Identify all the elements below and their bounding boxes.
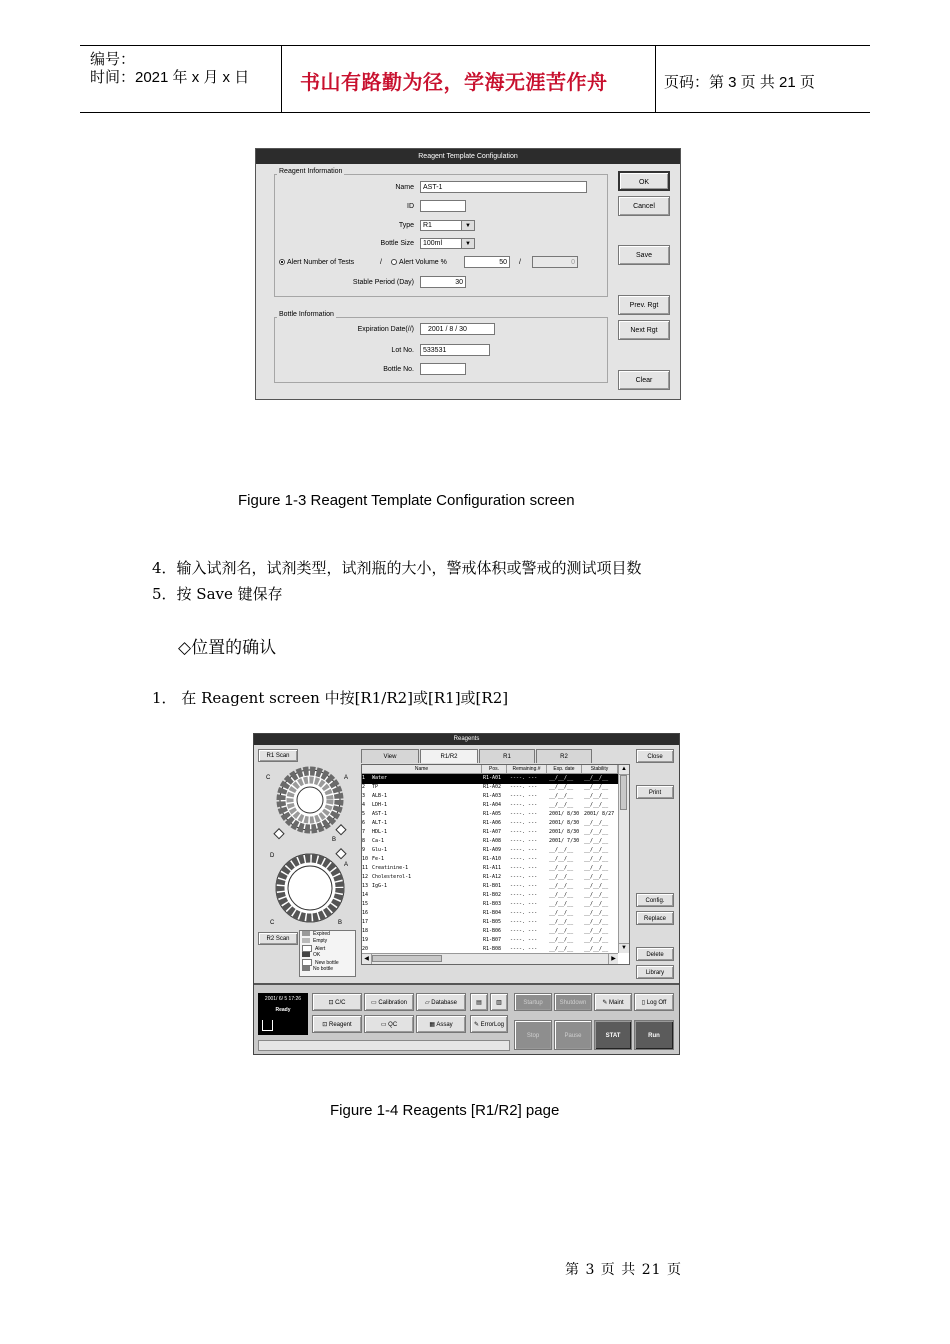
row-name: IgG-1 — [372, 883, 388, 889]
row-exp-date: __/__/__ — [549, 847, 574, 853]
tab-view[interactable]: View — [361, 749, 419, 763]
r1-scan-button[interactable]: R1 Scan — [258, 749, 298, 762]
reagent-table[interactable] — [361, 764, 630, 965]
delete-button[interactable]: Delete — [636, 947, 674, 961]
row-remaining: ----. --- — [510, 856, 538, 862]
row-stability: __/__/__ — [584, 946, 609, 952]
clear-button[interactable]: Clear — [618, 370, 670, 390]
row-stability: __/__/__ — [584, 928, 609, 934]
row-position: R1-A01 — [483, 775, 502, 781]
reagent-template-window — [255, 148, 681, 400]
id-label: ID — [407, 203, 414, 210]
window-title: Reagent Template Configulation — [256, 149, 680, 164]
row-remaining: ----. --- — [510, 883, 538, 889]
alert-tests-input[interactable]: 50 — [464, 256, 510, 268]
log-off-button[interactable]: ▯ Log Off — [634, 993, 674, 1011]
row-position: R1-B01 — [483, 883, 502, 889]
row-position: R1-A05 — [483, 811, 502, 817]
bottom-toolbar — [254, 983, 679, 1055]
row-remaining: ----. --- — [510, 865, 538, 871]
legend-empty: Empty — [302, 938, 327, 945]
header-number-label: 编号： — [90, 51, 136, 68]
calibration-button[interactable]: ▭ Calibration — [364, 993, 414, 1011]
cc-button[interactable]: ⊡ C/C — [312, 993, 362, 1011]
row-remaining: ----. --- — [510, 820, 538, 826]
disk-label-a2: A — [344, 862, 349, 868]
row-remaining: ----. --- — [510, 784, 538, 790]
row-number: 8 — [362, 838, 366, 844]
row-remaining: ----. --- — [510, 829, 538, 835]
door-icon: ▯ — [641, 1000, 647, 1006]
row-number: 15 — [362, 901, 369, 907]
row-position: R1-A10 — [483, 856, 502, 862]
radio-unselected-icon[interactable] — [391, 259, 397, 265]
row-stability: __/__/__ — [584, 838, 609, 844]
reagent-icon: ⊡ — [322, 1022, 329, 1028]
bottle-no-label: Bottle No. — [383, 366, 414, 373]
row-name: Cholesterol-1 — [372, 874, 412, 880]
wrench-icon: ✎ — [602, 1000, 610, 1006]
cc-icon: ⊡ — [328, 1000, 336, 1006]
reagents-window — [253, 733, 680, 1055]
bottle-no-input[interactable] — [420, 363, 466, 375]
row-remaining: ----. --- — [510, 928, 538, 934]
printer-button[interactable] — [470, 993, 488, 1011]
row-exp-date: __/__/__ — [549, 784, 574, 790]
next-reagent-button[interactable]: Next Rgt — [618, 320, 670, 340]
row-exp-date: __/__/__ — [549, 883, 574, 889]
row-number: 11 — [362, 865, 369, 871]
ok-button[interactable]: OK — [618, 171, 670, 191]
row-number: 10 — [362, 856, 369, 862]
row-stability: __/__/__ — [584, 829, 609, 835]
row-stability: __/__/__ — [584, 883, 609, 889]
row-position: R1-A12 — [483, 874, 502, 880]
scroll-down-icon[interactable]: ▼ — [619, 943, 629, 953]
row-exp-date: __/__/__ — [549, 775, 574, 781]
row-number: 6 — [362, 820, 366, 826]
close-button[interactable]: Close — [636, 749, 674, 763]
row-position: R1-A04 — [483, 802, 502, 808]
disk-label-a: A — [344, 775, 349, 781]
disk-label-c2: C — [270, 920, 275, 926]
alert-separator: / — [380, 259, 382, 266]
scroll-left-icon[interactable]: ◀ — [362, 954, 372, 964]
type-label: Type — [398, 222, 414, 229]
row-position: R1-A08 — [483, 838, 502, 844]
qc-button[interactable]: ▭ QC — [364, 1015, 414, 1033]
header-time-label: 时间：2021 年 x 月 x 日 — [90, 69, 250, 86]
status-date: 2001/ 6/ 5 17:26 — [264, 996, 302, 1002]
scroll-h-thumb[interactable] — [372, 955, 442, 962]
expiration-date-input[interactable]: 2001 / 8 / 30 — [420, 323, 495, 335]
row-stability: __/__/__ — [584, 775, 609, 781]
scroll-right-icon[interactable]: ▶ — [608, 954, 618, 964]
error-log-button[interactable]: ✎ ErrorLog — [470, 1015, 508, 1033]
row-remaining: ----. --- — [510, 910, 538, 916]
row-number: 1 — [362, 775, 366, 781]
alert-volume-input[interactable]: 0 — [532, 256, 578, 268]
tab-r1[interactable]: R1 — [479, 749, 535, 763]
alert-volume-radio-row[interactable] — [391, 259, 447, 266]
lot-no-label: Lot No. — [391, 347, 414, 354]
bottle-size-value: 100ml — [423, 240, 443, 247]
bottle-size-label: Bottle Size — [380, 240, 414, 247]
legend-alert: Alert — [302, 945, 325, 952]
row-number: 16 — [362, 910, 369, 916]
stat-button[interactable]: STAT — [594, 1020, 632, 1050]
row-exp-date: __/__/__ — [549, 892, 574, 898]
row-exp-date: __/__/__ — [549, 802, 574, 808]
legend-no-bottle: No bottle — [302, 966, 333, 973]
cancel-button[interactable]: Cancel — [618, 196, 670, 216]
legend-ok: OK — [302, 952, 320, 959]
disk-label-c: C — [266, 775, 271, 781]
row-name: ALT-1 — [372, 820, 388, 826]
shutdown-button[interactable]: Shutdown — [554, 993, 592, 1011]
disk-label-b: B — [332, 837, 337, 843]
row-name: AST-1 — [372, 811, 388, 817]
stop-button[interactable]: Stop — [514, 1020, 552, 1050]
row-remaining: ----. --- — [510, 811, 538, 817]
row-number: 19 — [362, 937, 369, 943]
type-select-value: R1 — [423, 222, 432, 229]
row-exp-date: __/__/__ — [549, 946, 574, 952]
row-exp-date: 2001/ 7/30 — [549, 838, 580, 844]
row-number: 14 — [362, 892, 369, 898]
row-exp-date: __/__/__ — [549, 856, 574, 862]
figure-1-3-caption: Figure 1-3 Reagent Template Configuration screen — [238, 492, 575, 509]
alert-volume-label: Alert Volume % — [399, 259, 447, 266]
row-position: R1-A02 — [483, 784, 502, 790]
row-stability: __/__/__ — [584, 910, 609, 916]
status-legend — [299, 930, 356, 977]
pause-button[interactable]: Pause — [554, 1020, 592, 1050]
row-stability: __/__/__ — [584, 937, 609, 943]
printer-icon: ▤ — [476, 1000, 482, 1006]
row-stability: __/__/__ — [584, 847, 609, 853]
tab-r2[interactable]: R2 — [536, 749, 592, 763]
status-state: Ready — [275, 1007, 291, 1013]
column-header-name[interactable]: Name — [362, 765, 482, 774]
window-title: Reagents — [254, 734, 679, 745]
row-number: 5 — [362, 811, 366, 817]
reagent-button[interactable]: ⊡ Reagent — [312, 1015, 362, 1033]
row-name: Ca-1 — [372, 838, 385, 844]
name-label: Name — [395, 184, 414, 191]
database-icon: ▱ — [425, 1000, 432, 1006]
run-button[interactable]: Run — [634, 1020, 674, 1050]
row-stability: __/__/__ — [584, 892, 609, 898]
qc-icon: ▭ — [380, 1022, 389, 1028]
startup-button[interactable]: Startup — [514, 993, 552, 1011]
row-remaining: ----. --- — [510, 802, 538, 808]
scroll-thumb[interactable] — [620, 775, 627, 810]
config-button[interactable]: Config. — [636, 893, 674, 907]
row-remaining: ----. --- — [510, 946, 538, 952]
print-button[interactable]: Print — [636, 785, 674, 799]
pencil-icon: ✎ — [473, 1022, 481, 1028]
row-exp-date: 2001/ 8/30 — [549, 829, 580, 835]
row-position: R1-B03 — [483, 901, 502, 907]
message-bar — [258, 1040, 510, 1051]
chevron-down-icon[interactable]: ▼ — [461, 221, 474, 231]
column-header-pos[interactable]: Pos. — [482, 765, 507, 774]
row-number: 3 — [362, 793, 366, 799]
row-number: 9 — [362, 847, 366, 853]
row-position: R1-B02 — [483, 892, 502, 898]
stable-period-label: Stable Period (Day) — [352, 279, 414, 286]
row-position: R1-B04 — [483, 910, 502, 916]
header-page-info: 页码：第 3 页 共 21 页 — [664, 74, 815, 91]
row-exp-date: __/__/__ — [549, 865, 574, 871]
row-exp-date: __/__/__ — [549, 874, 574, 880]
database-button[interactable]: ▱ Database — [416, 993, 466, 1011]
row-position: R1-A03 — [483, 793, 502, 799]
header-top-rule — [80, 45, 870, 46]
row-position: R1-A06 — [483, 820, 502, 826]
row-exp-date: __/__/__ — [549, 901, 574, 907]
column-header-stability[interactable]: Stability — [582, 765, 618, 774]
row-exp-date: 2001/ 8/30 — [549, 820, 580, 826]
row-name: HDL-1 — [372, 829, 388, 835]
row-name: TP — [372, 784, 379, 790]
section-heading: ◇位置的确认 — [178, 638, 277, 658]
row-remaining: ----. --- — [510, 874, 538, 880]
row-name: Glu-1 — [372, 847, 388, 853]
row-number: 4 — [362, 802, 366, 808]
row-position: R1-B07 — [483, 937, 502, 943]
column-header-exp-date[interactable]: Exp. date — [547, 765, 582, 774]
row-stability: __/__/__ — [584, 793, 609, 799]
id-input[interactable] — [420, 200, 466, 212]
vertical-scrollbar[interactable] — [618, 765, 629, 953]
row-stability: __/__/__ — [584, 901, 609, 907]
disk-label-b2: B — [338, 920, 343, 926]
step-4-text: 4．输入试剂名，试剂类型，试剂瓶的大小，警戒体积或警戒的测试项目数 — [152, 559, 642, 577]
row-number: 12 — [362, 874, 369, 880]
row-position: R1-B06 — [483, 928, 502, 934]
header-divider-1 — [281, 45, 282, 112]
radio-selected-icon[interactable] — [279, 259, 285, 265]
figure-1-4-caption: Figure 1-4 Reagents [R1/R2] page — [330, 1102, 560, 1119]
row-position: R1-B05 — [483, 919, 502, 925]
header-motto: 书山有路勤为径，学海无涯苦作舟 — [300, 70, 608, 94]
bottle-information-label: Bottle Information — [279, 311, 334, 318]
row-stability: __/__/__ — [584, 874, 609, 880]
column-header-remaining[interactable]: Remaining.# — [507, 765, 547, 774]
disk-label-d: D — [270, 853, 275, 859]
stable-period-input[interactable]: 30 — [420, 276, 466, 288]
row-remaining: ----. --- — [510, 775, 538, 781]
sample-icon: ▥ — [496, 1000, 502, 1006]
row-name: LDH-1 — [372, 802, 388, 808]
r2-disk — [276, 849, 349, 922]
lot-no-input[interactable]: 533531 — [420, 344, 490, 356]
step-5-text: 5．按 Save 键保存 — [152, 585, 283, 603]
r1-disk — [274, 770, 349, 839]
scroll-up-icon[interactable]: ▲ — [619, 765, 629, 775]
reagent-information-label: Reagent Information — [279, 168, 343, 175]
row-number: 13 — [362, 883, 369, 889]
row-number: 7 — [362, 829, 366, 835]
row-position: R1-B08 — [483, 946, 502, 952]
maint-button[interactable]: ✎ Maint — [594, 993, 632, 1011]
row-exp-date: __/__/__ — [549, 928, 574, 934]
legend-new-bottle: New bottle — [302, 959, 339, 966]
row-name: Water — [372, 775, 388, 781]
alert-tests-radio-row[interactable] — [279, 259, 354, 266]
expiration-date-label: Expiration Date(//) — [357, 326, 414, 333]
row-stability: __/__/__ — [584, 865, 609, 871]
row-stability: 2001/ 8/27 — [584, 811, 615, 817]
prev-reagent-button[interactable]: Prev. Rgt — [618, 295, 670, 315]
library-button[interactable]: Library — [636, 965, 674, 979]
row-remaining: ----. --- — [510, 892, 538, 898]
row-exp-date: __/__/__ — [549, 910, 574, 916]
page-footer: 第 3 页 共 21 页 — [565, 1262, 682, 1278]
table-body — [362, 774, 618, 954]
step-1-text: 1． 在 Reagent screen 中按[R1/R2]或[R1]或[R2] — [152, 689, 509, 707]
alert-tests-label: Alert Number of Tests — [287, 259, 355, 266]
row-stability: __/__/__ — [584, 802, 609, 808]
calibration-icon: ▭ — [370, 1000, 379, 1006]
name-input[interactable]: AST-1 — [420, 181, 587, 193]
row-number: 20 — [362, 946, 369, 952]
tab-r1-r2[interactable]: R1/R2 — [420, 749, 478, 763]
row-exp-date: __/__/__ — [549, 793, 574, 799]
reagent-disk-diagram — [258, 766, 358, 926]
assay-icon: ▦ — [429, 1022, 437, 1028]
bottle-size-select[interactable] — [420, 238, 475, 249]
horizontal-scrollbar[interactable] — [362, 953, 618, 964]
row-remaining: ----. --- — [510, 919, 538, 925]
row-remaining: ----. --- — [510, 937, 538, 943]
row-name: ALB-1 — [372, 793, 388, 799]
row-position: R1-A11 — [483, 865, 502, 871]
row-number: 2 — [362, 784, 366, 790]
beaker-icon — [262, 1020, 273, 1031]
row-exp-date: 2001/ 8/30 — [549, 811, 580, 817]
alert-value-separator: / — [519, 259, 521, 266]
row-name: Fe-1 — [372, 856, 385, 862]
sample-button[interactable] — [490, 993, 508, 1011]
type-select[interactable] — [420, 220, 475, 231]
chevron-down-icon[interactable]: ▼ — [461, 239, 474, 249]
row-stability: __/__/__ — [584, 820, 609, 826]
header-divider-2 — [655, 45, 656, 112]
system-status-panel — [258, 993, 308, 1035]
row-number: 18 — [362, 928, 369, 934]
header-bottom-rule — [80, 112, 870, 113]
row-remaining: ----. --- — [510, 838, 538, 844]
row-position: R1-A09 — [483, 847, 502, 853]
row-exp-date: __/__/__ — [549, 937, 574, 943]
r2-scan-button[interactable]: R2 Scan — [258, 932, 298, 945]
replace-button[interactable]: Replace — [636, 911, 674, 925]
row-remaining: ----. --- — [510, 901, 538, 907]
assay-button[interactable]: ▦ Assay — [416, 1015, 466, 1033]
row-remaining: ----. --- — [510, 793, 538, 799]
row-stability: __/__/__ — [584, 856, 609, 862]
legend-expired: Expired — [302, 931, 330, 938]
row-remaining: ----. --- — [510, 847, 538, 853]
row-number: 17 — [362, 919, 369, 925]
row-name: Creatinine-1 — [372, 865, 409, 871]
save-button[interactable]: Save — [618, 245, 670, 265]
row-exp-date: __/__/__ — [549, 919, 574, 925]
row-stability: __/__/__ — [584, 919, 609, 925]
row-stability: __/__/__ — [584, 784, 609, 790]
row-position: R1-A07 — [483, 829, 502, 835]
